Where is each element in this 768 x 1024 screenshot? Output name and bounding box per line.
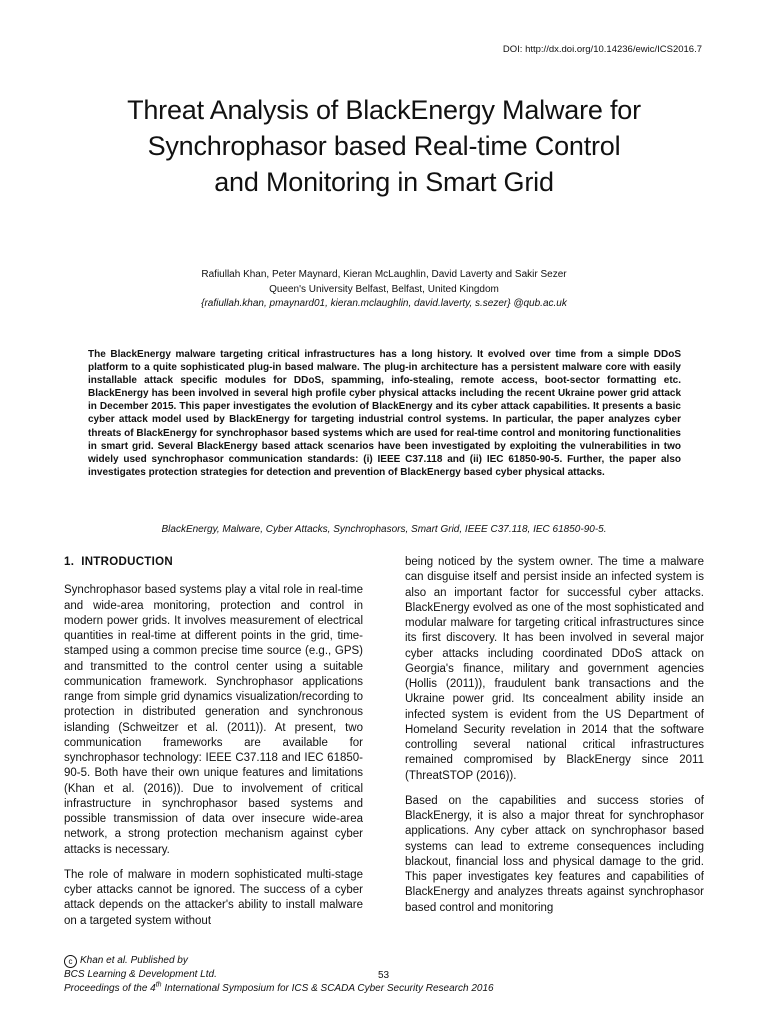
paragraph: Synchrophasor based systems play a vital role in real-time and wide-area monitoring, protection and control in modern power grids. It involves measurement of electrical quantities in real-time at different points in the grid, time-stamped using a common precise time source (e.g., GPS) and transmitted to the control center using a suitable communication framework. Synchrophasor applications range from simple grid dynamics visualization/recording to protection in distributed generation and synchronous islanding (Schweitzer et al. (2011)). At present, two communication frameworks are available for synchrophasor technology: IEEE C37.118 and IEC 61850-90-5. Both have their own unique features and limitations (Khan et al. (2016)). Due to involvement of critical infrastructure in synchrophasor based systems and possible transmission of data over insecure wide-area network, a strong protection mechanism against cyber attacks is necessary.	[64, 584, 363, 856]
proceedings-text-rest: International Symposium for ICS & SCADA Cyber Security Research 2016	[161, 982, 494, 994]
paragraph: Based on the capabilities and success stories of BlackEnergy, it is also a major threat for synchrophasor applications. Any cyber attack on synchrophasor based systems can lead to extreme consequences including blackout, financial loss and physical damage to the grid. This paper investigates key features and capabilities of BlackEnergy and analyzes threats against synchrophasor based control and monitoring	[405, 794, 704, 914]
copyright-text: Khan et al. Published by	[80, 955, 188, 966]
copyright-line	[64, 954, 704, 968]
author-affiliation: Queen's University Belfast, Belfast, United Kingdom	[269, 283, 499, 295]
left-column	[64, 555, 363, 939]
section-number: 1.	[64, 556, 75, 568]
section-title: INTRODUCTION	[81, 556, 173, 568]
abstract: The BlackEnergy malware targeting critical infrastructures has a long history. It evolved over time from a simple DDoS platform to a quite sophisticated plug-in based malware. The plug-in architecture has a persistent malware core with easily installable attack specific modules for DDoS, spamming, info-stealing, remote access, boot-sector formatting etc. BlackEnergy has been involved in several high profile cyber physical attacks including the recent Ukraine power grid attack in December 2015. This paper investigates the evolution of BlackEnergy and its cyber attack capabilities. It presents a basic cyber attack model used by BlackEnergy for targeting industrial control systems. In particular, the paper analyzes cyber threats of BlackEnergy for synchrophasor based systems which are used for real-time control and monitoring functionalities in smart grid. Several BlackEnergy based attack scenarios have been investigated by exploiting the vulnerabilities in two widely used synchrophasor communication standards: (i) IEEE C37.118 and (ii) IEC 61850-90-5. Further, the paper also investigates protection strategies for detection and prevention of BlackEnergy based cyber physical attacks.	[88, 349, 681, 478]
proceedings-superscript: th	[155, 981, 162, 989]
author-emails: {rafiullah.khan, pmaynard01, kieran.mclaughlin, david.laverty, s.sezer} @qub.ac.uk	[201, 298, 567, 309]
author-block	[60, 268, 708, 312]
author-names: Rafiullah Khan, Peter Maynard, Kieran McLaughlin, David Laverty and Sakir Sezer	[201, 269, 567, 280]
proceedings	[64, 982, 704, 996]
doi-link[interactable]: DOI: http://dx.doi.org/10.14236/ewic/ICS2016.7	[502, 44, 702, 55]
paragraph: The role of malware in modern sophisticated multi-stage cyber attacks cannot be ignored. The success of a cyber attack depends on the attacker's ability to install malware on a targeted system without	[64, 868, 363, 927]
paragraph: being noticed by the system owner. The time a malware can disguise itself and persist inside an infected system is also an important factor for successful cyber attacks. BlackEnergy evolved as one of the most sophisticated and modular malware for targeting critical infrastructures since its first discovery. It has been involved in several major cyber attacks including coordinated DDoS attack on Georgia's finance, military and government agencies (Hollis (2011)), fraudulent bank transactions and the Ukraine power grid. Its concealment ability inside an infected system is evident from the US Department of Homeland Security revelation in 2014 that the software controlling several national critical infrastructures remained compromised by BlackEnergy since 2011 (ThreatSTOP (2016)).	[405, 556, 704, 782]
paper-title	[60, 92, 708, 200]
right-column	[405, 555, 704, 926]
publisher: BCS Learning & Development Ltd.	[64, 969, 217, 980]
title-line: and Monitoring in Smart Grid	[214, 167, 554, 197]
proceedings-text: Proceedings of the 4	[64, 982, 156, 994]
title-line: Synchrophasor based Real-time Control	[147, 131, 621, 161]
keywords: BlackEnergy, Malware, Cyber Attacks, Synchrophasors, Smart Grid, IEEE C37.118, IEC 61850-90-5.	[161, 524, 607, 535]
section-heading	[64, 555, 363, 570]
copyright-icon: c	[64, 955, 77, 968]
page-number: 53	[378, 970, 390, 981]
title-line: Threat Analysis of BlackEnergy Malware for	[127, 95, 641, 125]
